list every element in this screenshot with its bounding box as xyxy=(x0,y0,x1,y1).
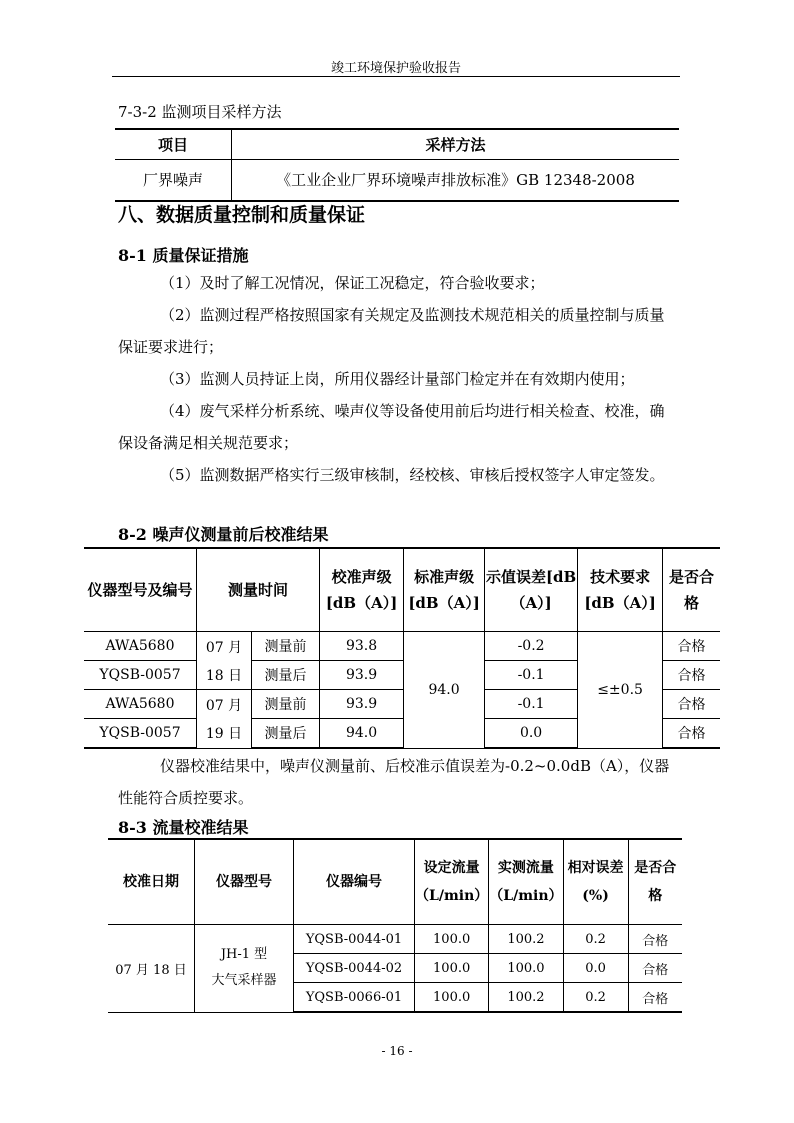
cell-error: -0.2 xyxy=(485,632,578,661)
th-standard: 标准声级[dB（A）] xyxy=(404,548,485,632)
header-rule xyxy=(112,76,680,77)
cell-pass: 合格 xyxy=(663,690,720,719)
th-requirement: 技术要求[dB（A）] xyxy=(578,548,663,632)
heading-8: 八、数据质量控制和质量保证 xyxy=(118,204,366,226)
cell-month: 07 月 xyxy=(205,639,243,656)
cell-serial: YQSB-0044-01 xyxy=(294,925,415,954)
th-measured-flow: 实测流量（L/min） xyxy=(489,839,563,925)
cell-date xyxy=(197,690,252,749)
heading-8-1: 8-1 质量保证措施 xyxy=(118,246,249,265)
cell-set: 100.0 xyxy=(415,925,489,954)
cell-model xyxy=(195,925,294,1013)
cell-measured: 100.2 xyxy=(489,983,563,1013)
section-7-3-2-title: 7-3-2 监测项目采样方法 xyxy=(118,103,282,121)
cell-set: 100.0 xyxy=(415,983,489,1013)
cell-date xyxy=(197,632,252,690)
cell-error: 0.0 xyxy=(563,954,628,983)
th-item: 项目 xyxy=(115,129,232,159)
th-set-flow: 设定流量（L/min） xyxy=(415,839,489,925)
noise-calibration-table xyxy=(84,547,720,749)
cell-model: AWA5680 xyxy=(84,690,197,719)
cell-model-line2: 大气采样器 xyxy=(211,973,277,989)
cell-calib: 93.9 xyxy=(320,690,404,719)
th-instrument: 仪器型号及编号 xyxy=(84,548,197,632)
cell-measured: 100.2 xyxy=(489,925,563,954)
cell-requirement: ≤±0.5 xyxy=(578,632,663,749)
cell-pass: 合格 xyxy=(628,925,682,954)
cell-month: 07 月 xyxy=(205,697,243,714)
cell-model: AWA5680 xyxy=(84,632,197,661)
cell-measured: 100.0 xyxy=(489,954,563,983)
th-date: 校准日期 xyxy=(108,839,195,925)
cell-serial: YQSB-0057 xyxy=(84,719,197,749)
heading-8-2: 8-2 噪声仪测量前后校准结果 xyxy=(118,525,329,544)
cell-pass: 合格 xyxy=(663,632,720,661)
th-time: 测量时间 xyxy=(197,548,320,632)
cell-serial: YQSB-0057 xyxy=(84,661,197,690)
page-number: - 16 - xyxy=(381,1044,413,1058)
th-error: 示值误差[dB（A）] xyxy=(485,548,578,632)
measure-item: （3）监测人员持证上岗，所用仪器经计量部门检定并在有效期内使用； xyxy=(160,370,635,388)
th-rel-error: 相对误差(%) xyxy=(563,839,628,925)
cell-standard: 94.0 xyxy=(404,632,485,749)
th-pass: 是否合格 xyxy=(628,839,682,925)
cell-calib: 93.8 xyxy=(320,632,404,661)
cell-error: 0.2 xyxy=(563,925,628,954)
cell-error: -0.1 xyxy=(485,690,578,719)
cell-phase: 测量前 xyxy=(252,690,320,719)
sampling-method-table xyxy=(115,128,679,202)
th-calib: 校准声级[dB（A）] xyxy=(320,548,404,632)
cell-day: 18 日 xyxy=(205,667,243,684)
cell-serial: YQSB-0044-02 xyxy=(294,954,415,983)
cell-phase: 测量前 xyxy=(252,632,320,661)
th-method: 采样方法 xyxy=(232,129,680,159)
measures-list xyxy=(118,267,678,491)
cell-pass: 合格 xyxy=(628,983,682,1013)
cell-error: 0.0 xyxy=(485,719,578,749)
measure-item: （1）及时了解工况情况，保证工况稳定，符合验收要求； xyxy=(160,274,545,292)
cell-calib: 94.0 xyxy=(320,719,404,749)
page-header: 竣工环境保护验收报告 xyxy=(330,61,461,76)
cell-phase: 测量后 xyxy=(252,661,320,690)
cell-phase: 测量后 xyxy=(252,719,320,749)
cell-serial: YQSB-0066-01 xyxy=(294,983,415,1013)
cell-method: 《工业企业厂界环境噪声排放标准》GB 12348-2008 xyxy=(232,159,680,201)
noise-calibration-note: 仪器校准结果中，噪声仪测量前、后校准示值误差为-0.2~0.0dB（A），仪器性能符合质控要求。 xyxy=(118,757,670,807)
heading-8-3: 8-3 流量校准结果 xyxy=(118,818,249,837)
cell-model-line1: JH-1 型 xyxy=(220,947,268,963)
th-pass: 是否合格 xyxy=(663,548,720,632)
cell-error: -0.1 xyxy=(485,661,578,690)
cell-day: 19 日 xyxy=(205,725,243,742)
cell-set: 100.0 xyxy=(415,954,489,983)
flow-calibration-table xyxy=(108,838,682,1013)
cell-date: 07 月 18 日 xyxy=(108,925,195,1013)
th-serial: 仪器编号 xyxy=(294,839,415,925)
measure-item: （5）监测数据严格实行三级审核制，经校核、审核后授权签字人审定签发。 xyxy=(160,466,665,484)
cell-pass: 合格 xyxy=(663,661,720,690)
th-model: 仪器型号 xyxy=(195,839,294,925)
cell-error: 0.2 xyxy=(563,983,628,1013)
cell-calib: 93.9 xyxy=(320,661,404,690)
cell-item: 厂界噪声 xyxy=(115,159,232,201)
measure-item: （4）废气采样分析系统、噪声仪等设备使用前后均进行相关检查、校准，确保设备满足相关规范要求； xyxy=(118,402,665,452)
measure-item: （2）监测过程严格按照国家有关规定及监测技术规范相关的质量控制与质量保证要求进行； xyxy=(118,306,665,356)
cell-pass: 合格 xyxy=(663,719,720,749)
cell-pass: 合格 xyxy=(628,954,682,983)
